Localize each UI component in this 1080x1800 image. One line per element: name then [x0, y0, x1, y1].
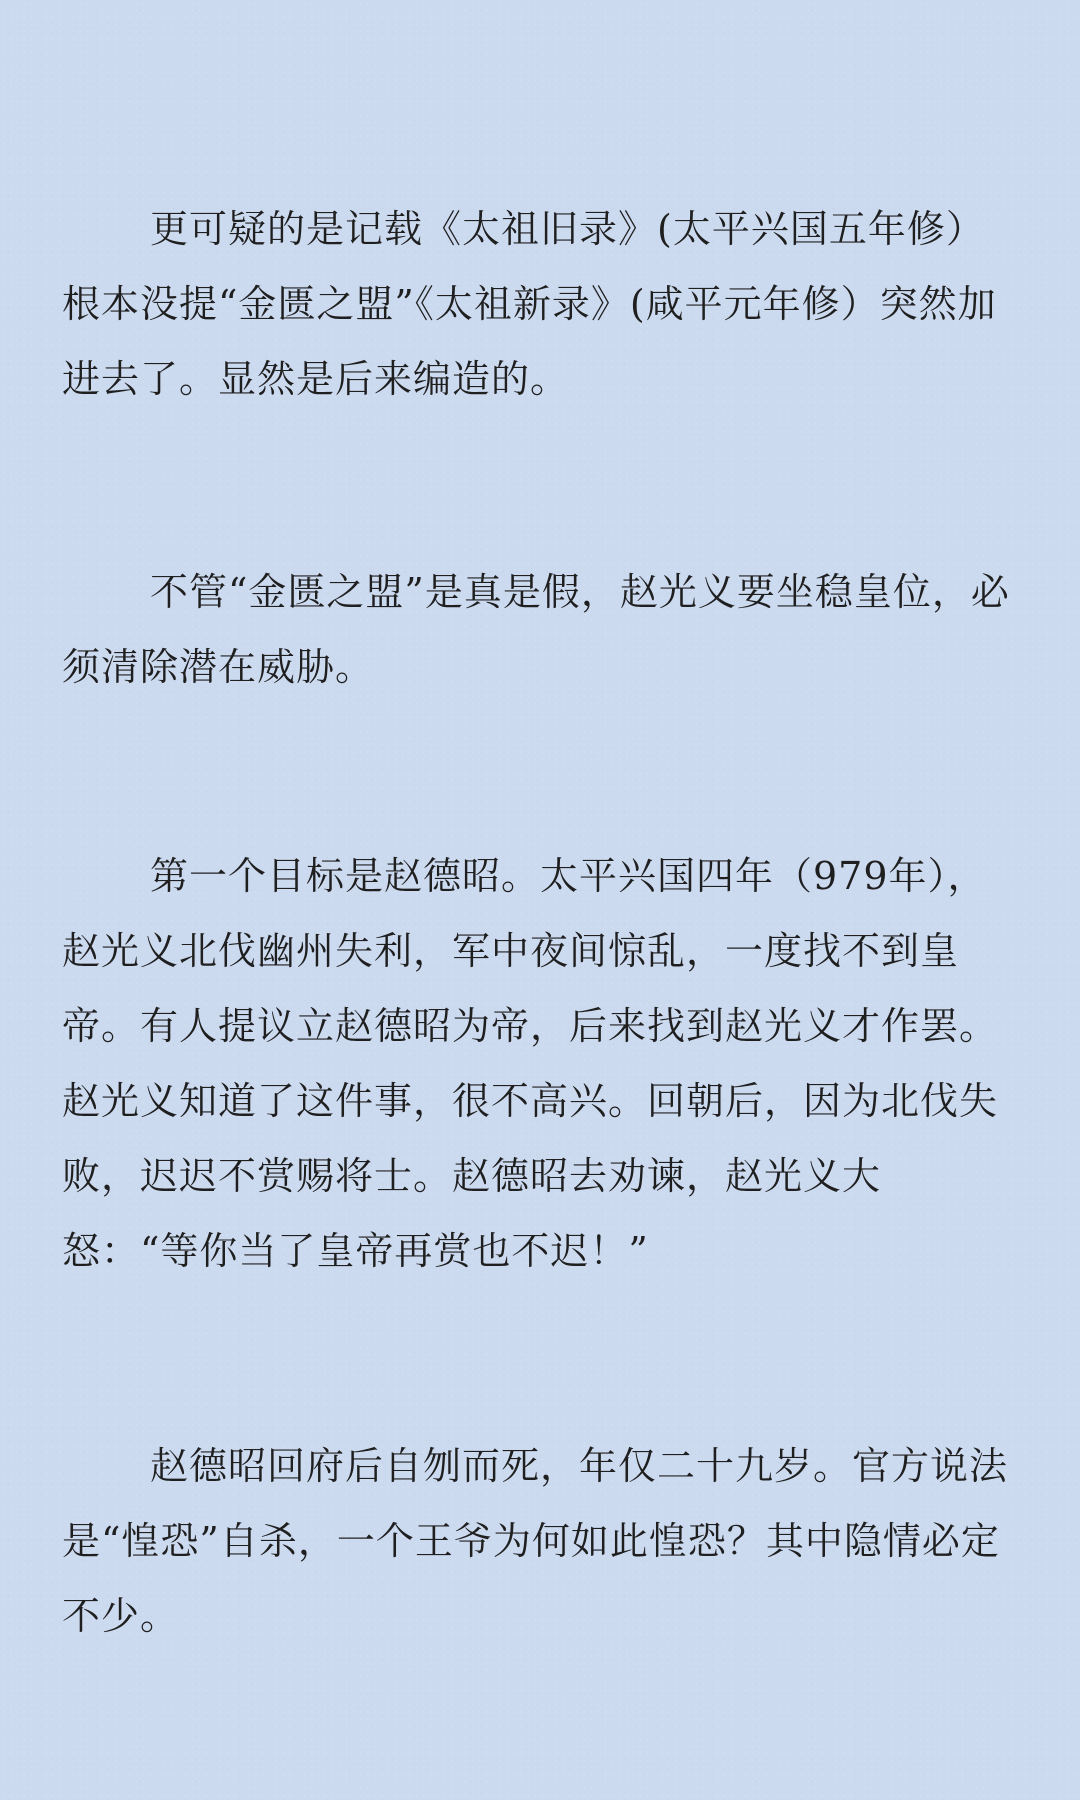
- paragraph-2: 不管“金匮之盟”是真是假，赵光义要坐稳皇位，必须清除潜在威胁。: [62, 570, 1010, 689]
- paragraph-3: 第一个目标是赵德昭。太平兴国四年（979年），赵光义北伐幽州失利，军中夜间惊乱，一度找不到皇帝。有人提议立赵德昭为帝，后来找到赵光义才作罢。赵光义知道了这件事，很不高兴。回朝后，因为北伐失败，迟迟不赏赐将士。赵德昭去劝谏，赵光义大怒：“等你当了皇帝再赏也不迟！”: [62, 854, 999, 1273]
- paragraph-1: 更可疑的是记载《太祖旧录》(太平兴国五年修）根本没提“金匮之盟”《太祖新录》(咸平元年修）突然加进去了。显然是后来编造的。: [62, 207, 997, 401]
- paragraph-4: 赵德昭回府后自刎而死，年仅二十九岁。官方说法是“惶恐”自杀，一个王爷为何如此惶恐？其中隐情必定不少。: [62, 1444, 1009, 1638]
